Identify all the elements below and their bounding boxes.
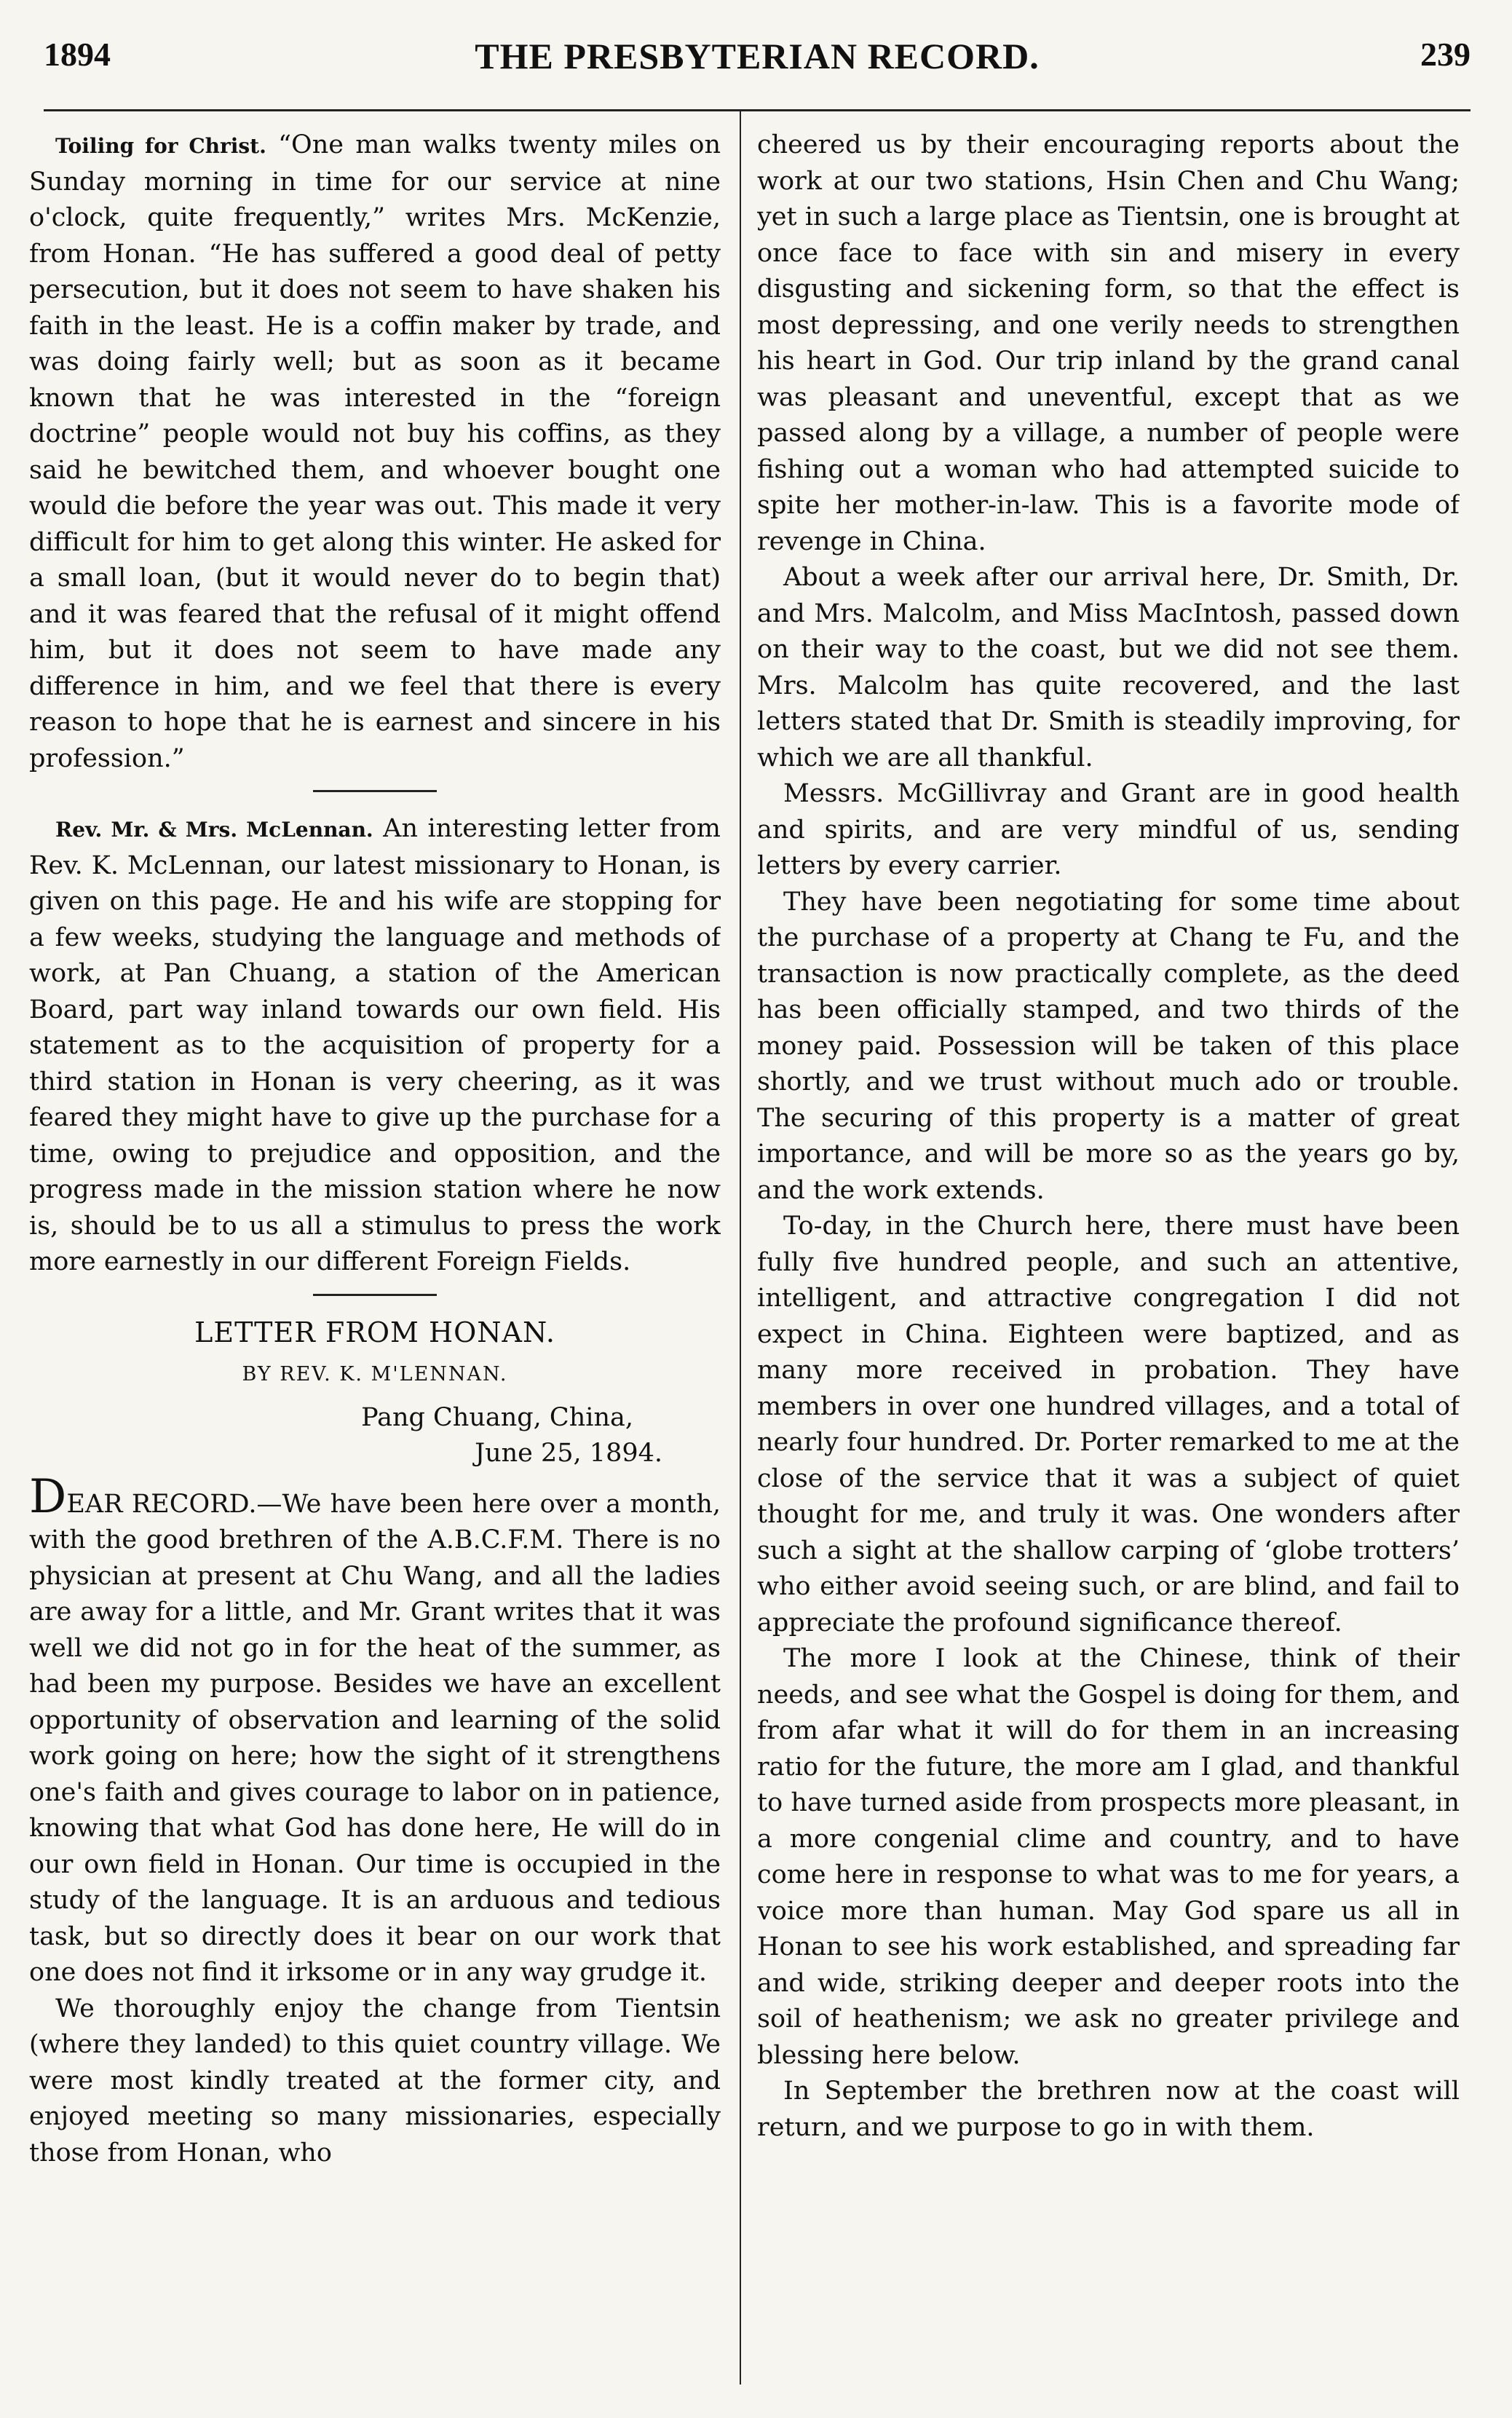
letter-place: Pang Chuang, China, <box>361 1402 633 1432</box>
letter-date: June 25, 1894. <box>475 1439 662 1468</box>
paragraph-toiling <box>29 127 721 777</box>
sidenote-mclennan: Rev. Mr. & Mrs. McLennan. <box>55 818 373 842</box>
right-column <box>757 127 1460 2385</box>
paragraph-dear-record <box>29 1469 721 1991</box>
salutation: EAR RECORD. <box>66 1489 257 1519</box>
paragraph-church: To-day, in the Church here, there must have been fully five hundred people, and such an attentive, intelligent, and attractive congregation I did not expect in China. Eighteen were baptized, and as many more received in probation. They have members in over one hundred villages, and a total of nearly four hundred. Dr. Porter remarked to me at the close of the service that it was a subject of quiet thought for me, and truly it was. One wonders after such a sight at the shallow carping of ‘globe trotters’ who either avoid seeing such, or are blind, and fail to appreciate the profound significance thereof. <box>757 1212 1460 1637</box>
column-divider <box>740 109 741 2385</box>
paragraph-gospel: The more I look at the Chinese, think of their needs, and see what the Gospel is doing for them, and from afar what it will do for them in an increasing ratio for the future, the more am I glad, and thankful to have turned aside from prospects more pleasant, in a more congenial clime and country, and to have come here in response to what was to me for years, a voice more than human. May God spare us all in Honan to see his work established, and spreading far and wide, striking deeper and deeper roots into the soil of heathenism; we ask no greater privilege and blessing here below. <box>757 1644 1460 2070</box>
header-year: 1894 <box>44 36 111 73</box>
section-rule <box>313 1294 437 1296</box>
drop-cap: D <box>29 1469 67 1524</box>
paragraph-text: An interesting letter from Rev. K. McLennan, our latest missionary to Honan, is given on this page. He and his wife are stopping for a few weeks, studying the language and methods of work, at Pan Chuang, a station of the American Board, part way inland towards our own field. His statement as to the acquisition of property for a third station in Honan is very cheering, as it was feared they might have to give up the purchase for a time, owing to prejudice and opposition, and the progress made in the mission station where he now is, should be to us all a stimulus to press the work more earnestly in our different Foreign Fields. <box>29 814 721 1276</box>
paragraph-property: They have been negotiating for some time about the purchase of a property at Chang te Fu, and the transaction is now practically complete, as the deed has been officially stamped, and two thirds of the money paid. Possession will be taken of this place shortly, and we trust without much ado or trouble. The securing of this property is a matter of great importance, and will be more so as the years go by, and the work extends. <box>757 887 1460 1205</box>
paragraph-mclennan <box>29 811 721 1281</box>
page-header <box>44 35 1471 93</box>
left-column <box>29 127 721 2385</box>
header-rule <box>44 109 1471 111</box>
paragraph-september: In September the brethren now at the coast will return, and we purpose to go in with them. <box>757 2077 1460 2142</box>
paragraph-tientsin: We thoroughly enjoy the change from Tientsin (where they landed) to this quiet country village. We were most kindly treated at the former city, and enjoyed meeting so many missionaries, especially those from Honan, who <box>29 1994 721 2168</box>
section-rule <box>313 790 437 792</box>
page-number: 239 <box>1420 36 1471 73</box>
paragraph-messrs: Messrs. McGillivray and Grant are in good health and spirits, and are very mindful of us, sending letters by every carrier. <box>757 779 1460 880</box>
letter-byline: BY REV. K. M'LENNAN. <box>242 1363 508 1386</box>
paragraph-arrival: About a week after our arrival here, Dr. Smith, Dr. and Mrs. Malcolm, and Miss MacIntosh, passed down on their way to the coast, but we did not see them. Mrs. Malcolm has quite recovered, and the last letters stated that Dr. Smith is steadily improving, for which we are all thankful. <box>757 563 1460 773</box>
sidenote-toiling: Toiling for Christ. <box>55 134 266 158</box>
publication-title: THE PRESBYTERIAN RECORD. <box>475 36 1040 76</box>
letter-title: LETTER FROM HONAN. <box>194 1316 555 1348</box>
paragraph-text: “One man walks twenty miles on Sunday morning in time for our service at nine o'clock, quite frequently,” writes Mrs. McKenzie, from Honan. “He has suffered a good deal of petty persecution, but it does not seem to have shaken his faith in the least. He is a coffin maker by trade, and was doing fairly well; but as soon as it became known that he was interested in the “foreign doctrine” people would not buy his coffins, as they said he bewitched them, and whoever bought one would die before the year was out. This made it very difficult for him to get along this winter. He asked for a small loan, (but it would never do to begin that) and it was feared that the refusal of it might offend him, but it does not seem to have made any difference in him, and we feel that there is every reason to hope that he is earnest and sincere in his profession.” <box>29 130 721 773</box>
paragraph-text: —We have been here over a month, with the good brethren of the A.B.C.F.M. There is no physician at present at Chu Wang, and all the ladies are away for a little, and Mr. Grant writes that it was well we did not go in for the heat of the summer, as had been my purpose. Besides we have an excellent opportunity of observation and learning of the solid work going on here; how the sight of it strengthens one's faith and gives courage to labor on in patience, knowing that what God has done here, He will do in our own field in Honan. Our time is occupied in the study of the language. It is an arduous and tedious task, but so directly does it bear on our work that one does not find it irksome or in any way grudge it. <box>29 1489 721 1987</box>
paragraph-continued: cheered us by their encouraging reports about the work at our two stations, Hsin Chen and Chu Wang; yet in such a large place as Tientsin, one is brought at once face to face with sin and misery in every disgusting and sickening form, so that the effect is most depressing, and one verily needs to strengthen his heart in God. Our trip inland by the grand canal was pleasant and uneventful, except that as we passed along by a village, a number of people were fishing out a woman who had attempted suicide to spite her mother-in-law. This is a favorite mode of revenge in China. <box>757 130 1460 556</box>
